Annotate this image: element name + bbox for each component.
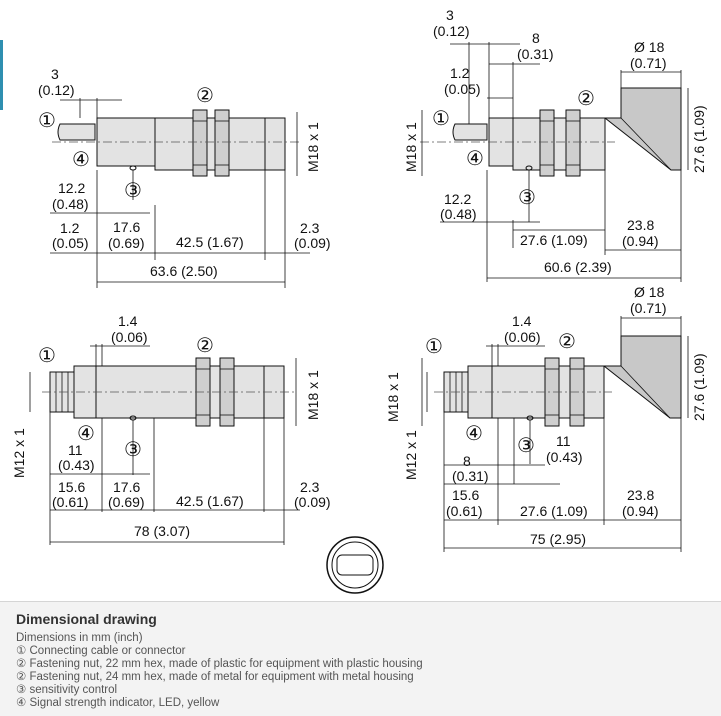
marker-1: ①: [38, 110, 56, 132]
dim-text: (0.69): [108, 494, 145, 510]
dim-text: M18 x 1: [305, 370, 321, 420]
marker-3: ③: [124, 439, 142, 461]
dim-text: 23.8: [627, 487, 655, 503]
angled-head: [604, 336, 681, 418]
marker-4: ④: [466, 148, 484, 170]
dim-text: 17.6: [113, 479, 141, 495]
caption-panel: [0, 601, 721, 716]
marker-4: ④: [77, 423, 95, 445]
dim-text: 27.6 (1.09): [520, 503, 588, 519]
dim-text: 15.6: [58, 479, 86, 495]
marker-3: ③: [124, 180, 142, 202]
dim-text: (0.94): [622, 233, 659, 249]
dim-text: (0.31): [517, 46, 554, 62]
dim-text: 11: [68, 442, 83, 458]
dim-text: (0.31): [452, 468, 489, 484]
dim-text: 3: [446, 7, 454, 23]
dim-text: (0.71): [630, 55, 667, 71]
dim-text: Ø 18: [634, 284, 665, 300]
dim-text: 1.4: [118, 313, 138, 329]
dim-text: 2.3: [300, 220, 320, 236]
marker-2: ②: [196, 335, 214, 357]
marker-4: ④: [72, 149, 90, 171]
dim-text: M12 x 1: [403, 430, 419, 480]
thread-body: [513, 118, 605, 170]
cable: [453, 124, 487, 140]
end-view: [327, 537, 383, 593]
caption-lines: [16, 632, 423, 710]
cable: [58, 124, 95, 140]
dim-text: (0.61): [52, 494, 89, 510]
dim-text: (0.09): [294, 235, 331, 251]
dim-text: 60.6 (2.39): [544, 259, 612, 275]
sensor-face: [265, 118, 285, 170]
dim-text: (0.06): [111, 329, 148, 345]
nut-left: [540, 110, 554, 176]
dim-text: (0.12): [38, 82, 75, 98]
dim-text: (0.43): [58, 457, 95, 473]
dim-text: 17.6: [113, 219, 141, 235]
dim-text: (0.09): [294, 494, 331, 510]
caption-line: ① Connecting cable or connector: [16, 645, 186, 657]
drawing-bottom-left: [11, 313, 331, 545]
marker-2: ②: [558, 331, 576, 353]
dim-text: 27.6 (1.09): [691, 353, 707, 421]
dim-text: 42.5 (1.67): [176, 234, 244, 250]
dim-text: 15.6: [452, 487, 480, 503]
dim-text: 11: [556, 433, 571, 449]
dim-text: 2.3: [300, 479, 320, 495]
dim-text: (0.05): [444, 81, 481, 97]
dim-text: (0.61): [446, 503, 483, 519]
sensor-lens: [337, 555, 373, 575]
dim-text: M18 x 1: [385, 372, 401, 422]
marker-2: ②: [577, 88, 595, 110]
dim-text: (0.06): [504, 329, 541, 345]
dim-text: M18 x 1: [403, 122, 419, 172]
dim-text: (0.69): [108, 235, 145, 251]
caption-line: ② Fastening nut, 24 mm hex, made of metal for equipment with metal housing: [16, 671, 414, 683]
marker-1: ①: [425, 336, 443, 358]
dim-text: (0.94): [622, 503, 659, 519]
dim-text: 3: [51, 66, 59, 82]
dim-text: 12.2: [58, 180, 86, 196]
dim-text: 1.2: [60, 220, 80, 236]
dim-text: M18 x 1: [305, 122, 321, 172]
nut-left: [193, 110, 207, 176]
marker-2: ②: [196, 85, 214, 107]
dim-text: (0.43): [546, 449, 583, 465]
caption-line: ④ Signal strength indicator, LED, yellow: [16, 697, 220, 709]
dim-text: 8: [532, 30, 540, 46]
dim-text: M12 x 1: [11, 428, 27, 478]
dim-text: 78 (3.07): [134, 523, 191, 539]
marker-1: ①: [432, 108, 450, 130]
drawing-bottom-right: [385, 284, 707, 552]
nut-right: [215, 110, 229, 176]
drawing-top-right: [403, 7, 707, 282]
caption-line: ③ sensitivity control: [16, 684, 118, 696]
dim-text: 1.2: [450, 65, 470, 81]
dim-text: 1.4: [512, 313, 532, 329]
dim-text: (0.71): [630, 300, 667, 316]
marker-3: ③: [517, 435, 535, 457]
marker-3: ③: [518, 187, 536, 209]
dim-text: 23.8: [627, 217, 655, 233]
marker-1: ①: [38, 345, 56, 367]
dim-text: 8: [463, 453, 471, 469]
dim-text: (0.48): [52, 196, 89, 212]
angled-head: [605, 88, 681, 170]
dim-text: 75 (2.95): [530, 531, 587, 547]
marker-4: ④: [465, 423, 483, 445]
caption-line: Dimensions in mm (inch): [16, 632, 143, 644]
dim-text: 27.6 (1.09): [691, 105, 707, 173]
sensitivity-knob: [130, 166, 136, 170]
drawing-top-left: [38, 66, 331, 288]
dim-text: 63.6 (2.50): [150, 263, 218, 279]
dim-text: 12.2: [444, 191, 472, 207]
caption-title: Dimensional drawing: [16, 611, 157, 627]
caption-line: ② Fastening nut, 22 mm hex, made of plastic for equipment with plastic housing: [16, 658, 423, 670]
dim-text: 27.6 (1.09): [520, 232, 588, 248]
dim-text: (0.05): [52, 235, 89, 251]
dim-text: 42.5 (1.67): [176, 493, 244, 509]
dim-text: (0.48): [440, 206, 477, 222]
dim-text: (0.12): [433, 23, 470, 39]
dim-text: Ø 18: [634, 39, 665, 55]
nut-right: [566, 110, 580, 176]
